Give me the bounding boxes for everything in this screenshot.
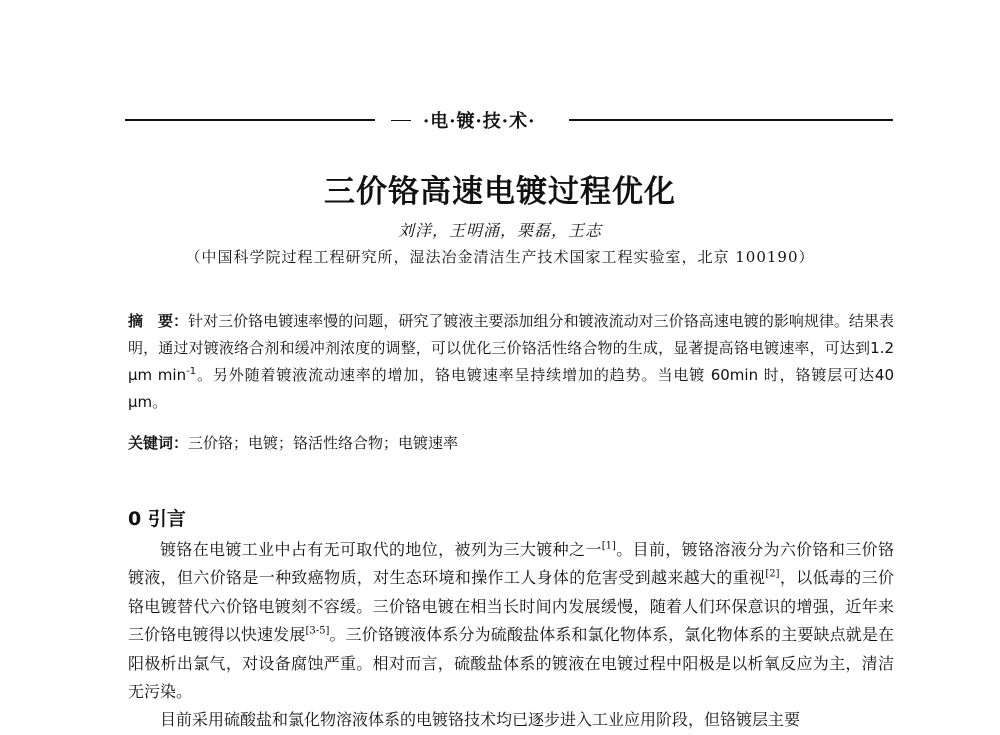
paper-affiliation: （中国科学院过程工程研究所，湿法冶金清洁生产技术国家工程实验室，北京 100190） <box>185 248 815 266</box>
keywords-label: 关键词： <box>128 434 189 452</box>
abstract-text: 针对三价铬电镀速率慢的问题，研究了镀液主要添加组分和镀液流动对三价铬高速电镀的影响规律。结果表明，通过对镀液络合剂和缓冲剂浓度的调整，可以优化三价铬活性络合物的生成，显著提高铬电镀速率，可达到1.2 μm min <box>128 312 894 384</box>
body-paragraph: 目前采用硫酸盐和氯化物溶液体系的电镀铬技术均已逐步进入工业应用阶段，但铬镀层主要 <box>160 710 801 730</box>
body-text-1d: 。三价铬镀液体系分为硫酸盐体系和氯化物体系，氯化物体系的主要缺点就是在阳极析出氯气，对设备腐蚀严重。相对而言，硫酸盐体系的镀液在电镀过程中阳极是以析氧反应为主，清洁无污染。 <box>128 625 894 702</box>
citation-ref: [3-5] <box>305 625 330 637</box>
header-rule-right <box>569 119 893 121</box>
body-paragraph <box>128 536 894 706</box>
citation-ref: [2] <box>765 569 780 581</box>
keywords <box>128 430 894 457</box>
abstract-unit-sup: -1 <box>186 366 197 377</box>
paper-title: 三价铬高速电镀过程优化 <box>324 174 676 210</box>
section-body <box>128 536 894 735</box>
body-text-1a: 镀铬在电镀工业中占有无可取代的地位，被列为三大镀种之一 <box>160 540 602 559</box>
header-rule-dash <box>391 120 411 121</box>
body-text-1b: 。目前，镀铬溶液分为六价铬和三价铬镀液，但六价铬是一种致癌物质，对生态环境和操作工人身体的危害受到越来越大的重视 <box>128 540 894 588</box>
keywords-text: 三价铬；电镀；铬活性络合物；电镀速率 <box>188 434 459 452</box>
body-text-1c: ，以低毒的三价铬电镀替代六价铬电镀刻不容缓。三价铬电镀在相当长时间内发展缓慢，随着人们环保意识的增强，近年来三价铬电镀得以快速发展 <box>128 568 894 645</box>
header-rule-left <box>125 119 375 121</box>
section-heading: 0 引言 <box>128 508 186 530</box>
section-tag: ·电·镀·技·术· <box>423 111 536 132</box>
abstract-label: 摘 要： <box>128 312 189 330</box>
abstract-text-2: 。另外随着镀液流动速率的增加，铬电镀速率呈持续增加的趋势。当电镀 60min 时，铬镀层可达40 μm。 <box>128 366 894 411</box>
abstract <box>128 308 894 416</box>
citation-ref: [1] <box>601 540 616 552</box>
running-header <box>125 108 893 132</box>
paper-authors: 刘洋，王明涌，栗磊，王志 <box>397 221 602 240</box>
